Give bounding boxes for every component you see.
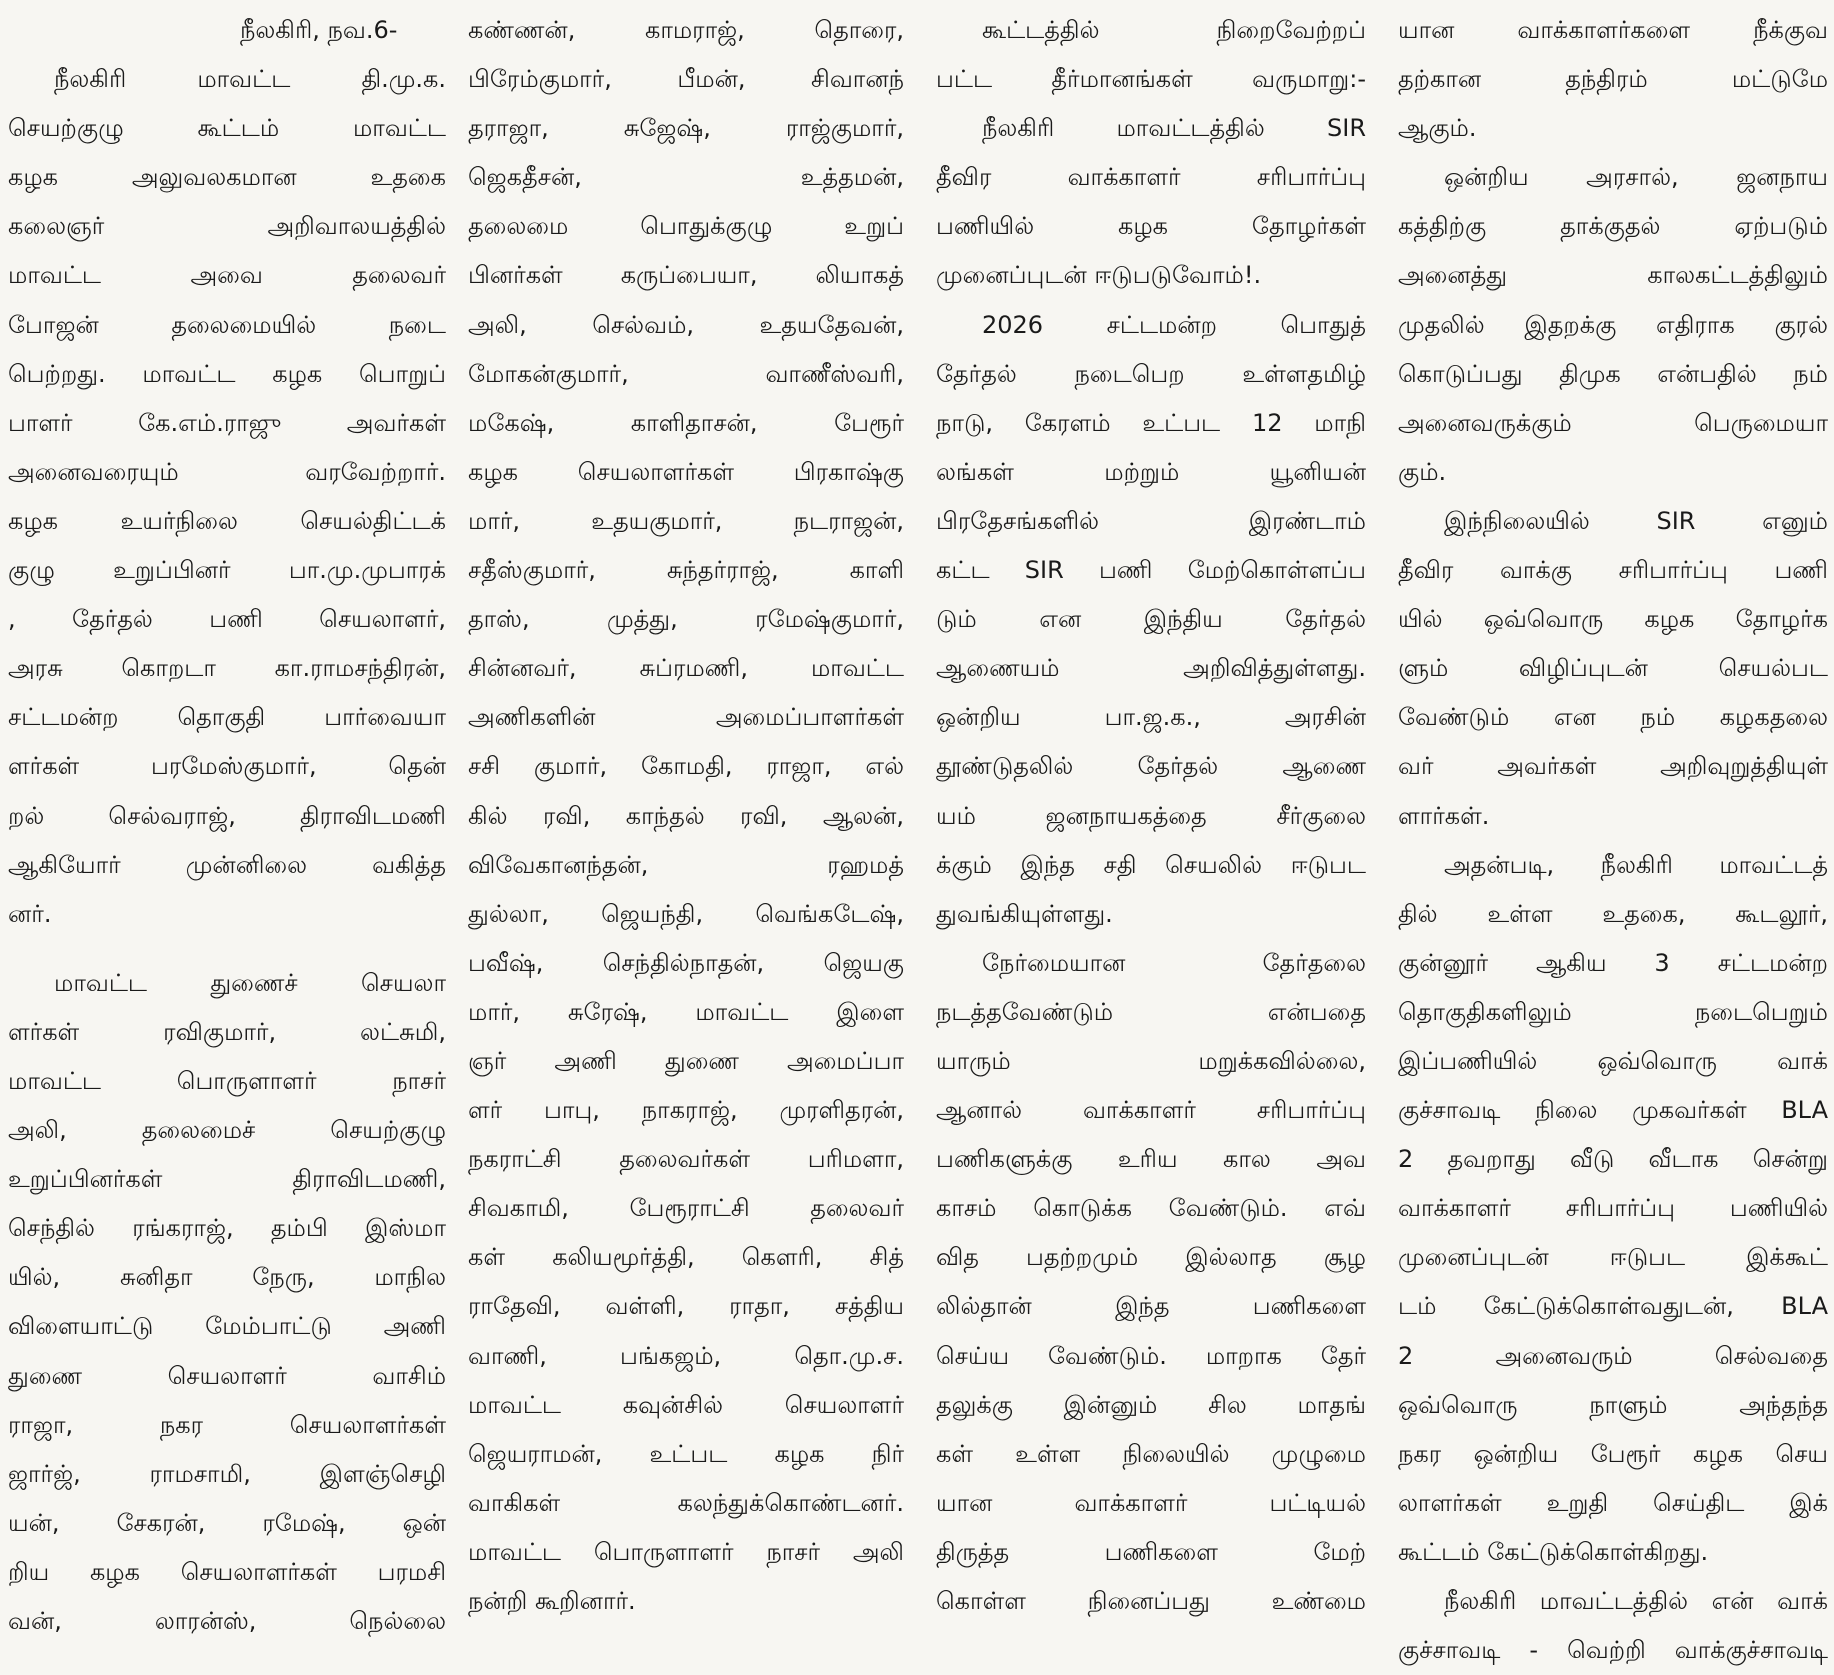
text-line: அணிகளின் அமைப்பாளர்கள் bbox=[468, 703, 904, 732]
text-line: கத்திற்கு தாக்குதல் ஏற்படும் bbox=[1398, 212, 1828, 241]
text-line: செந்தில் ரங்கராஜ், தம்பி இஸ்மா bbox=[8, 1214, 446, 1243]
text-line: க்கும் இந்த சதி செயலில் ஈடுபட bbox=[936, 850, 1366, 879]
text-line: ஜார்ஜ், ராமசாமி, இளஞ்செழி bbox=[8, 1459, 446, 1488]
text-line: விளையாட்டு மேம்பாட்டு அணி bbox=[8, 1312, 446, 1341]
text-line: கூட்டம் கேட்டுக்கொள்கிறது. bbox=[1398, 1537, 1709, 1566]
text-line: யான வாக்காளர்களை நீக்குவ bbox=[1398, 16, 1828, 44]
text-line: பெற்றது. மாவட்ட கழக பொறுப் bbox=[8, 359, 446, 388]
text-line: பணியில் கழக தோழர்கள் bbox=[936, 212, 1366, 241]
text-line: கும். bbox=[1398, 457, 1447, 486]
text-line: ஆணையம் அறிவித்துள்ளது. bbox=[936, 654, 1366, 683]
text-line: சட்டமன்ற தொகுதி பார்வையா bbox=[8, 703, 446, 732]
article-column-2 bbox=[468, 6, 904, 1615]
text-line: ஆகியோர் முன்னிலை வகித்த bbox=[8, 850, 446, 879]
text-line: ஜெயராமன், உட்பட கழக நிர் bbox=[468, 1439, 904, 1468]
text-line: நீலகிரி மாவட்டத்தில் SIR bbox=[982, 114, 1366, 143]
text-line: அனைவருக்கும் பெருமையா bbox=[1398, 408, 1828, 437]
text-line: மகேஷ், காளிதாசன், பேரூர் bbox=[468, 408, 904, 437]
text-line: யன், சேகரன், ரமேஷ், ஒன் bbox=[8, 1508, 446, 1537]
text-line: அனைவரையும் வரவேற்றார். bbox=[8, 457, 446, 486]
text-line: நன்றி கூறினார். bbox=[468, 1587, 636, 1615]
text-line: யில், சுனிதா நேரு, மாநில bbox=[8, 1263, 446, 1292]
text-line: டும் என இந்திய தேர்தல் bbox=[936, 605, 1366, 634]
text-line: வேண்டும் என நம் கழகதலை bbox=[1398, 703, 1828, 732]
text-line: முதலில் இதறக்கு எதிராக குரல் bbox=[1398, 310, 1828, 339]
text-line: ஒவ்வொரு நாளும் அந்தந்த bbox=[1398, 1390, 1828, 1419]
text-line: அலி, தலைமைச் செயற்குழு bbox=[8, 1116, 446, 1145]
text-line: லில்தான் இந்த பணிகளை bbox=[936, 1292, 1366, 1321]
text-line: ராஜா, நகர செயலாளர்கள் bbox=[8, 1410, 446, 1439]
text-line: பிரேம்குமார், பீமன், சிவானந் bbox=[468, 65, 904, 94]
text-line: நேர்மையான தேர்தலை bbox=[982, 948, 1366, 977]
text-line: வித பதற்றமும் இல்லாத சூழ bbox=[936, 1243, 1366, 1272]
text-line: குழு உறுப்பினர் பா.மு.முபாரக் bbox=[8, 556, 446, 585]
text-line: தீவிர வாக்காளர் சரிபார்ப்பு bbox=[936, 163, 1366, 192]
text-line: ளர்கள் பரமேஸ்குமார், தென் bbox=[8, 752, 446, 781]
text-line: மாவட்ட துணைச் செயலா bbox=[54, 968, 446, 997]
text-line: கொடுப்பது திமுக என்பதில் நம் bbox=[1398, 359, 1828, 388]
text-line: மார், உதயகுமார், நடராஜன், bbox=[468, 506, 904, 535]
text-line: யில் ஒவ்வொரு கழக தோழர்க bbox=[1398, 605, 1828, 634]
text-line: நகர ஒன்றிய பேரூர் கழக செய bbox=[1398, 1439, 1828, 1468]
text-line: றல் செல்வராஜ், திராவிடமணி bbox=[8, 801, 446, 830]
text-line: ஜெகதீசன், உத்தமன், bbox=[468, 163, 904, 192]
text-line: ஆனால் வாக்காளர் சரிபார்ப்பு bbox=[936, 1096, 1366, 1125]
text-line: கழக அலுவலகமான உதகை bbox=[8, 163, 446, 192]
text-line: வாணி, பங்கஜம், தொ.மு.ச. bbox=[468, 1341, 904, 1370]
text-line: கட்ட SIR பணி மேற்கொள்ளப்ப bbox=[936, 556, 1366, 585]
text-line: வாகிகள் கலந்துக்கொண்டனர். bbox=[468, 1488, 904, 1517]
text-line: மோகன்குமார், வாணீஸ்வரி, bbox=[468, 359, 904, 388]
text-line: சதீஸ்குமார், சுந்தர்ராஜ், காளி bbox=[468, 556, 904, 585]
text-line: காசம் கொடுக்க வேண்டும். எவ் bbox=[936, 1194, 1366, 1223]
text-line: முனைப்புடன் ஈடுபடுவோம்!. bbox=[936, 261, 1262, 290]
text-line: இப்பணியில் ஒவ்வொரு வாக் bbox=[1398, 1046, 1828, 1075]
text-line: இந்நிலையில் SIR எனும் bbox=[1444, 506, 1828, 535]
text-line: ஒன்றிய அரசால், ஜனநாய bbox=[1444, 163, 1828, 192]
text-line: மாவட்ட அவை தலைவர் bbox=[8, 261, 446, 290]
text-line: டம் கேட்டுக்கொள்வதுடன், BLA bbox=[1398, 1292, 1828, 1321]
text-line: வாக்காளர் சரிபார்ப்பு பணியில் bbox=[1398, 1194, 1828, 1223]
text-line: சிவகாமி, பேரூராட்சி தலைவர் bbox=[468, 1194, 904, 1223]
text-line: 2 தவறாது வீடு வீடாக சென்று bbox=[1398, 1145, 1828, 1174]
article-column-3 bbox=[936, 6, 1366, 1615]
text-line: ளர்கள் ரவிகுமார், லட்சுமி, bbox=[8, 1017, 446, 1046]
text-line: துல்லா, ஜெயந்தி, வெங்கடேஷ், bbox=[468, 899, 904, 928]
text-line: குச்சாவடி நிலை முகவர்கள் BLA bbox=[1398, 1096, 1828, 1125]
text-line: துவங்கியுள்ளது. bbox=[936, 899, 1113, 928]
text-line: 2026 சட்டமன்ற பொதுத் bbox=[982, 310, 1366, 339]
text-line: மார், சுரேஷ், மாவட்ட இளை bbox=[468, 997, 904, 1026]
text-line: துணை செயலாளர் வாசிம் bbox=[8, 1361, 446, 1390]
text-line: தேர்தல் நடைபெற உள்ளதமிழ் bbox=[936, 359, 1366, 388]
text-line: லங்கள் மற்றும் யூனியன் bbox=[936, 457, 1366, 486]
text-line: மாவட்ட கவுன்சில் செயலாளர் bbox=[468, 1390, 904, 1419]
text-line: கொள்ள நினைப்பது உண்மை bbox=[936, 1587, 1366, 1615]
text-line: யம் ஜனநாயகத்தை சீர்குலை bbox=[936, 801, 1366, 830]
article-column-4 bbox=[1398, 6, 1828, 1665]
text-line: நடத்தவேண்டும் என்பதை bbox=[936, 997, 1366, 1026]
text-line: தொகுதிகளிலும் நடைபெறும் bbox=[1398, 997, 1828, 1026]
text-line: பாளர் கே.எம்.ராஜு அவர்கள் bbox=[8, 408, 446, 437]
text-line: கூட்டத்தில் நிறைவேற்றப் bbox=[982, 16, 1366, 44]
text-line: அரசு கொறடா கா.ராமசந்திரன், bbox=[8, 654, 446, 683]
text-line: குச்சாவடி - வெற்றி வாக்குச்சாவடி bbox=[1398, 1636, 1828, 1665]
text-line: வர் அவர்கள் அறிவுறுத்தியுள் bbox=[1398, 752, 1828, 781]
text-line: தில் உள்ள உதகை, கூடலூர், bbox=[1398, 899, 1828, 928]
text-line: ளும் விழிப்புடன் செயல்பட bbox=[1398, 654, 1828, 683]
text-line: நீலகிரி மாவட்டத்தில் என் வாக் bbox=[1444, 1587, 1828, 1615]
text-line: னர். bbox=[8, 899, 52, 928]
text-line: கழக உயர்நிலை செயல்திட்டக் bbox=[8, 506, 446, 535]
text-line: தலைமை பொதுக்குழு உறுப் bbox=[468, 212, 904, 241]
text-line: மாவட்ட பொருளாளர் நாசர் bbox=[8, 1066, 446, 1095]
text-line: தீவிர வாக்கு சரிபார்ப்பு பணி bbox=[1398, 556, 1828, 585]
dateline: நீலகிரி, நவ.6- bbox=[240, 16, 398, 44]
text-line: தலுக்கு இன்னும் சில மாதங் bbox=[936, 1390, 1366, 1419]
text-line: பட்ட தீர்மானங்கள் வருமாறு:- bbox=[936, 65, 1366, 94]
text-line: கண்ணன், காமராஜ், தொரை, bbox=[468, 16, 904, 44]
text-line: கில் ரவி, காந்தல் ரவி, ஆலன், bbox=[468, 801, 904, 830]
text-line: கள் கலியமூர்த்தி, கௌரி, சித் bbox=[468, 1243, 904, 1272]
text-line: முனைப்புடன் ஈடுபட இக்கூட் bbox=[1398, 1243, 1828, 1272]
text-line: ஆகும். bbox=[1398, 114, 1477, 143]
text-line: றிய கழக செயலாளர்கள் பரமசி bbox=[8, 1557, 446, 1586]
text-line: மாவட்ட பொருளாளர் நாசர் அலி bbox=[468, 1537, 904, 1566]
text-line: நீலகிரி மாவட்ட தி.மு.க. bbox=[54, 65, 446, 94]
text-line: சசி குமார், கோமதி, ராஜா, எல் bbox=[468, 752, 904, 781]
text-line: தற்கான தந்திரம் மட்டுமே bbox=[1398, 65, 1828, 94]
text-line: கழக செயலாளர்கள் பிரகாஷ்கு bbox=[468, 457, 904, 486]
text-line: தூண்டுதலில் தேர்தல் ஆணை bbox=[936, 752, 1366, 781]
text-line: நகராட்சி தலைவர்கள் பரிமளா, bbox=[468, 1145, 904, 1174]
text-line: , தேர்தல் பணி செயலாளர், bbox=[8, 605, 446, 634]
text-line: விவேகானந்தன், ரஹமத் bbox=[468, 850, 904, 879]
text-line: அலி, செல்வம், உதயதேவன், bbox=[468, 310, 904, 339]
text-line: அதன்படி, நீலகிரி மாவட்டத் bbox=[1444, 850, 1828, 879]
text-line: அனைத்து காலகட்டத்திலும் bbox=[1398, 261, 1828, 290]
text-line: உறுப்பினர்கள் திராவிடமணி, bbox=[8, 1165, 446, 1194]
article-column-1 bbox=[8, 6, 446, 1635]
text-line: சின்னவர், சுப்ரமணி, மாவட்ட bbox=[468, 654, 904, 683]
text-line: நாடு, கேரளம் உட்பட 12 மாநி bbox=[936, 408, 1366, 437]
text-line: தராஜா, சுஜேஷ், ராஜ்குமார், bbox=[468, 114, 904, 143]
text-line: 2 அனைவரும் செல்வதை bbox=[1398, 1341, 1828, 1370]
text-line: செயற்குழு கூட்டம் மாவட்ட bbox=[8, 114, 446, 143]
text-line: பினர்கள் கருப்பையா, லியாகத் bbox=[468, 261, 904, 290]
text-line: கள் உள்ள நிலையில் முழுமை bbox=[936, 1439, 1366, 1468]
text-line: செய்ய வேண்டும். மாறாக தேர் bbox=[936, 1341, 1366, 1370]
text-line: தாஸ், முத்து, ரமேஷ்குமார், bbox=[468, 605, 904, 634]
text-line: ளார்கள். bbox=[1398, 801, 1490, 830]
text-line: கலைஞர் அறிவாலயத்தில் bbox=[8, 212, 446, 241]
text-line: பணிகளுக்கு உரிய கால அவ bbox=[936, 1145, 1366, 1174]
text-line: வன், லாரன்ஸ், நெல்லை bbox=[8, 1607, 446, 1635]
text-line: போஜன் தலைமையில் நடை bbox=[8, 310, 446, 339]
text-line: திருத்த பணிகளை மேற் bbox=[936, 1537, 1366, 1566]
text-line: ஞர் அணி துணை அமைப்பா bbox=[468, 1046, 904, 1075]
text-line: பவீஷ், செந்தில்நாதன், ஜெயகு bbox=[468, 948, 904, 977]
text-line: ராதேவி, வள்ளி, ராதா, சத்திய bbox=[468, 1292, 904, 1321]
text-line: யாரும் மறுக்கவில்லை, bbox=[936, 1046, 1366, 1075]
text-line: யான வாக்காளர் பட்டியல் bbox=[936, 1488, 1366, 1517]
text-line: குன்னூர் ஆகிய 3 சட்டமன்ற bbox=[1398, 948, 1828, 977]
text-line: லாளர்கள் உறுதி செய்திட இக் bbox=[1398, 1488, 1828, 1517]
text-line: ளர் பாபு, நாகராஜ், முரளிதரன், bbox=[468, 1096, 904, 1125]
text-line: பிரதேசங்களில் இரண்டாம் bbox=[936, 506, 1366, 535]
text-line: ஒன்றிய பா.ஜ.க., அரசின் bbox=[936, 703, 1366, 732]
